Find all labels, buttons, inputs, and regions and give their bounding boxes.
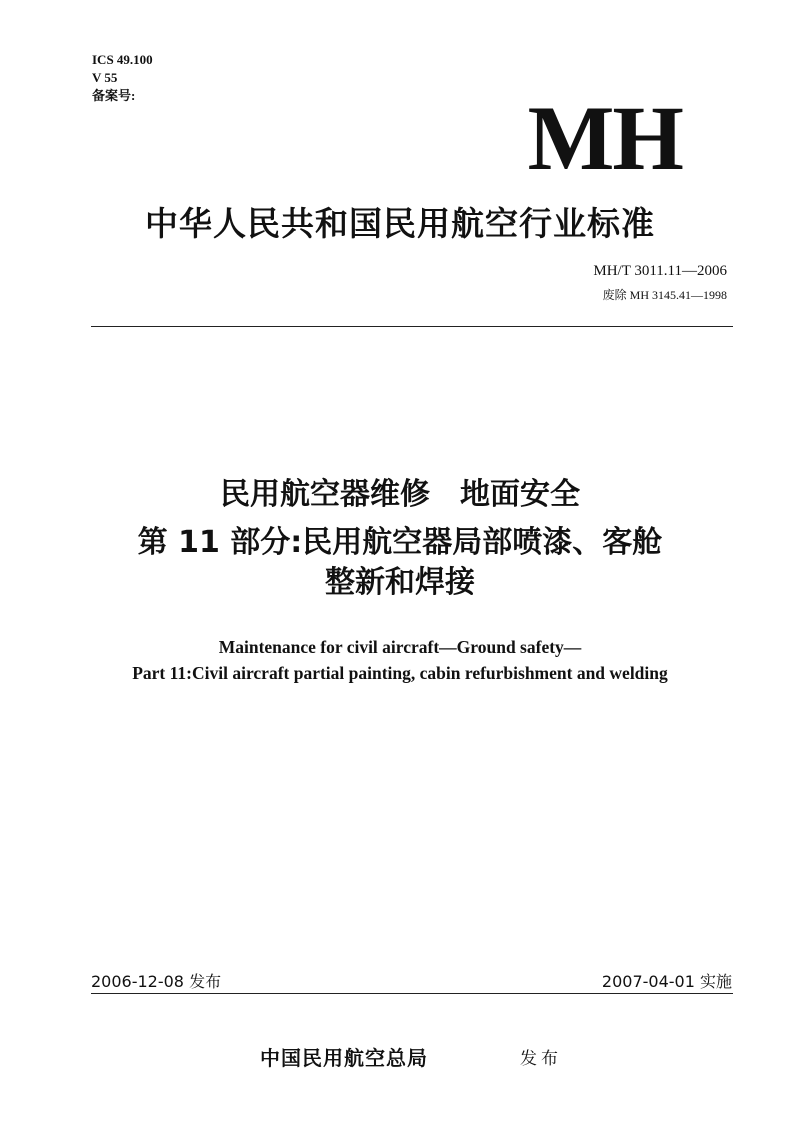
mh-logo: MH: [527, 87, 682, 189]
bottom-divider: [91, 993, 733, 994]
standard-title: 中华人民共和国民用航空行业标准: [145, 204, 655, 243]
top-divider: [91, 326, 733, 327]
title-zh-line3: 整新和焊接: [325, 565, 475, 600]
title-en-line1: Maintenance for civil aircraft—Ground safety—: [218, 637, 582, 657]
publish-label: 发布: [520, 1049, 562, 1069]
issue-date: 2006-12-08 发布: [91, 972, 222, 991]
publisher-name: 中国民用航空总局: [260, 1046, 428, 1070]
title-en-line2: Part 11:Civil aircraft partial painting, cabin refurbishment and welding: [132, 663, 668, 683]
title-zh-line1: 民用航空器维修 地面安全: [220, 477, 580, 512]
effective-date: 2007-04-01 实施: [601, 972, 732, 991]
record-number-label: 备案号:: [92, 88, 136, 103]
ics-code: ICS 49.100: [92, 52, 153, 67]
replaces-standard: 废除 MH 3145.41—1998: [602, 288, 727, 302]
title-zh-line2: 第 11 部分:民用航空器局部喷漆、客舱: [137, 525, 663, 560]
classification-code: V 55: [92, 70, 118, 85]
standard-number: MH/T 3011.11—2006: [593, 263, 727, 279]
